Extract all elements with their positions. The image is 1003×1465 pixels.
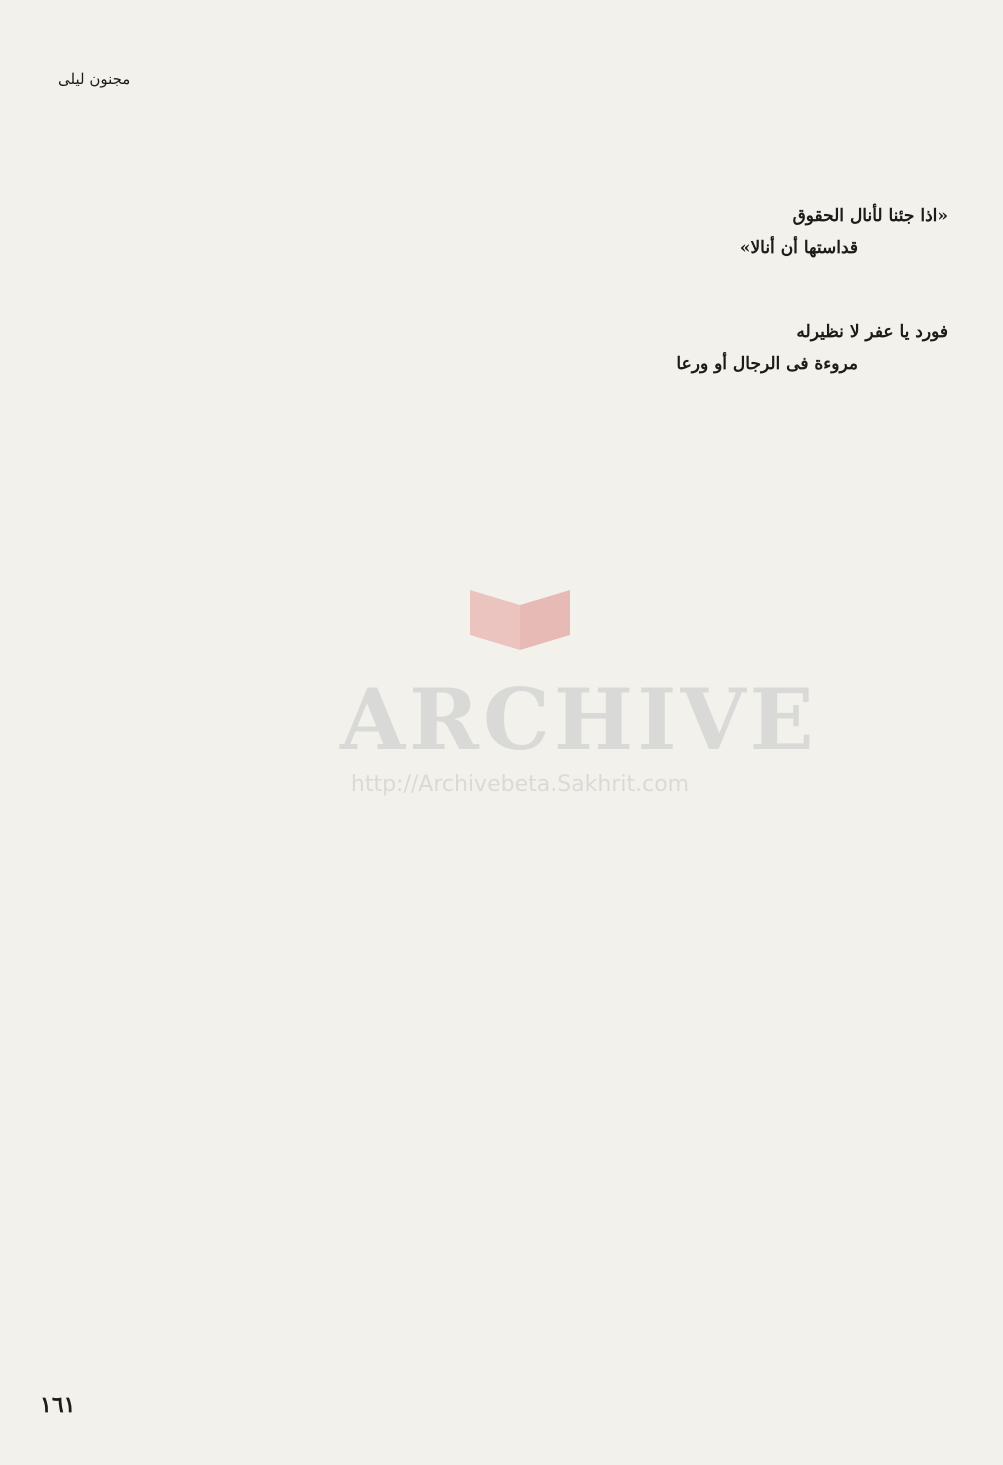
archive-watermark [340,560,818,820]
watermark-url: http://Archivebeta.Sakhrit.com [350,772,690,797]
paragraph [528,426,948,456]
verse-quote [528,316,948,380]
paragraph [56,256,476,286]
left-column [56,118,476,294]
paragraph [528,388,948,418]
paragraph [528,272,948,302]
page-number: ١٦١ [40,1392,76,1418]
running-title: مجنون ليلى [58,70,131,88]
paragraph [56,164,476,194]
verse-quote [528,200,948,264]
open-book-icon [460,580,580,660]
paragraph [56,118,476,148]
right-column [528,118,948,464]
watermark-text: ARCHIVE [340,670,818,769]
verse-line: مروءة فى الرجال أو ورعا [676,354,858,374]
verse-line: قداستها أن أنالا» [739,238,858,258]
verse-line: فورد يا عفر لا نظيرله [796,322,948,342]
paragraph [528,156,948,186]
verse-line: «اذا جئنا لأنال الحقوق [792,206,948,226]
paragraph [528,118,948,148]
paragraph [56,210,476,240]
